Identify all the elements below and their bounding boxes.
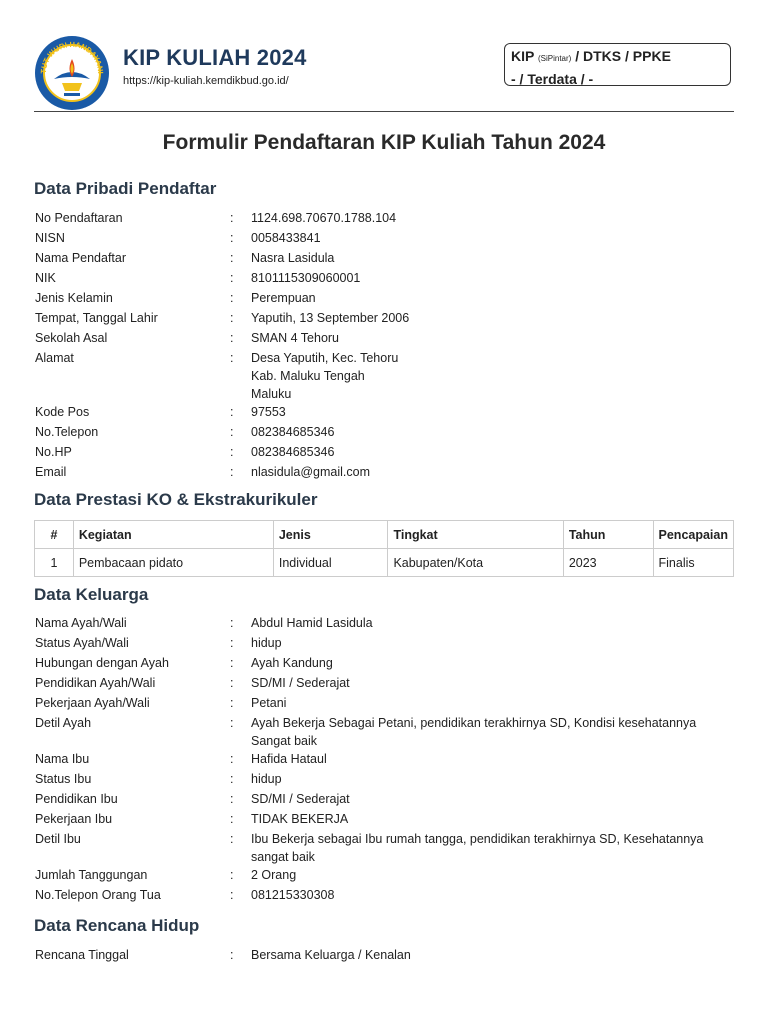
field-label: No.Telepon	[35, 425, 99, 439]
status-line-1: KIP (SiPintar) / DTKS / PPKE	[511, 48, 671, 64]
field-separator: :	[230, 832, 234, 846]
field-label: Kode Pos	[35, 405, 90, 419]
detail-row	[35, 349, 735, 403]
field-separator: :	[230, 752, 234, 766]
table-cell: 2023	[563, 549, 653, 577]
detail-row	[35, 443, 735, 463]
field-label: Pendidikan Ibu	[35, 792, 118, 806]
field-label: Rencana Tinggal	[35, 948, 129, 962]
detail-row	[35, 886, 735, 906]
field-label: Jenis Kelamin	[35, 291, 113, 305]
field-label: Status Ayah/Wali	[35, 636, 129, 650]
section-title-keluarga: Data Keluarga	[34, 585, 149, 604]
table-row	[35, 549, 734, 577]
detail-row	[35, 229, 735, 249]
field-label: Jumlah Tanggungan	[35, 868, 148, 882]
detail-row	[35, 810, 735, 830]
field-value: Nasra Lasidula	[251, 251, 335, 265]
field-value: 082384685346	[251, 425, 335, 439]
registration-status-box	[504, 43, 731, 86]
field-separator: :	[230, 792, 234, 806]
field-separator: :	[230, 425, 234, 439]
field-separator: :	[230, 331, 234, 345]
field-label: Pekerjaan Ayah/Wali	[35, 696, 150, 710]
field-value: SMAN 4 Tehoru	[251, 331, 340, 345]
detail-row	[35, 403, 735, 423]
detail-row	[35, 946, 735, 966]
field-value: Ibu Bekerja sebagai Ibu rumah tangga, pendidikan terakhirnya SD, Kesehatannya sangat baik	[251, 832, 704, 864]
detail-row	[35, 714, 735, 750]
field-label: Alamat	[35, 351, 74, 365]
field-separator: :	[230, 812, 234, 826]
field-label: No.Telepon Orang Tua	[35, 888, 161, 902]
keluarga-details	[35, 614, 735, 906]
field-value: SD/MI / Sederajat	[251, 676, 350, 690]
field-separator: :	[230, 271, 234, 285]
detail-row	[35, 866, 735, 886]
field-label: No Pendaftaran	[35, 211, 123, 225]
field-value: Bersama Keluarga / Kenalan	[251, 948, 411, 962]
tut-wuri-handayani-logo	[34, 35, 110, 111]
field-separator: :	[230, 445, 234, 459]
column-header: Pencapaian	[653, 521, 733, 549]
field-label: No.HP	[35, 445, 72, 459]
detail-row	[35, 209, 735, 229]
detail-row	[35, 790, 735, 810]
field-label: Email	[35, 465, 67, 479]
field-label: Nama Pendaftar	[35, 251, 127, 265]
field-separator: :	[230, 948, 234, 962]
field-value: Perempuan	[251, 291, 316, 305]
detail-row	[35, 654, 735, 674]
field-separator: :	[230, 772, 234, 786]
table-cell: Pembacaan pidato	[73, 549, 273, 577]
field-value: hidup	[251, 636, 282, 650]
form-title: Formulir Pendaftaran KIP Kuliah Tahun 2024	[162, 131, 606, 154]
field-label: Status Ibu	[35, 772, 92, 786]
status-line-2: - / Terdata / -	[511, 71, 594, 87]
detail-row	[35, 694, 735, 714]
field-label: Hubungan dengan Ayah	[35, 656, 169, 670]
detail-row	[35, 674, 735, 694]
field-separator: :	[230, 716, 234, 730]
detail-row	[35, 249, 735, 269]
section-title-rencana: Data Rencana Hidup	[34, 916, 200, 935]
field-value: 1124.698.70670.1788.104	[251, 211, 397, 225]
field-separator: :	[230, 405, 234, 419]
column-header: #	[35, 521, 74, 549]
field-separator: :	[230, 676, 234, 690]
detail-row	[35, 830, 735, 866]
detail-row	[35, 423, 735, 443]
field-label: Nama Ayah/Wali	[35, 616, 127, 630]
field-value: Desa Yaputih, Kec. Tehoru Kab. Maluku Tengah Maluku	[251, 351, 399, 401]
section-title-prestasi: Data Prestasi KO & Ekstrakurikuler	[34, 490, 318, 509]
pribadi-details	[35, 209, 735, 483]
column-header: Jenis	[273, 521, 388, 549]
field-value: Yaputih, 13 September 2006	[251, 311, 410, 325]
field-value: SD/MI / Sederajat	[251, 792, 350, 806]
field-value: 081215330308	[251, 888, 335, 902]
detail-row	[35, 634, 735, 654]
field-label: Pendidikan Ayah/Wali	[35, 676, 156, 690]
field-value: Ayah Kandung	[251, 656, 333, 670]
svg-text:TUT WURI HANDAYANI: TUT WURI HANDAYANI	[38, 39, 106, 74]
field-label: Detil Ibu	[35, 832, 81, 846]
field-separator: :	[230, 636, 234, 650]
header-divider	[34, 111, 734, 112]
table-cell: Finalis	[653, 549, 733, 577]
field-separator: :	[230, 465, 234, 479]
detail-row	[35, 614, 735, 634]
field-value: Hafida Hataul	[251, 752, 327, 766]
section-title-pribadi: Data Pribadi Pendaftar	[34, 179, 217, 198]
field-value: nlasidula@gmail.com	[251, 465, 370, 479]
field-value: Ayah Bekerja Sebagai Petani, pendidikan terakhirnya SD, Kondisi kesehatannya Sangat baik	[251, 716, 697, 748]
field-separator: :	[230, 211, 234, 225]
header	[34, 33, 734, 111]
field-separator: :	[230, 311, 234, 325]
prestasi-table	[34, 520, 734, 577]
field-value: hidup	[251, 772, 282, 786]
field-value: 082384685346	[251, 445, 335, 459]
field-separator: :	[230, 656, 234, 670]
field-value: Petani	[251, 696, 287, 710]
detail-row	[35, 750, 735, 770]
field-separator: :	[230, 251, 234, 265]
detail-row	[35, 463, 735, 483]
field-value: TIDAK BEKERJA	[251, 812, 349, 826]
field-separator: :	[230, 231, 234, 245]
field-separator: :	[230, 291, 234, 305]
field-separator: :	[230, 351, 234, 365]
table-header-row	[35, 521, 734, 549]
detail-row	[35, 770, 735, 790]
detail-row	[35, 309, 735, 329]
detail-row	[35, 329, 735, 349]
field-label: Pekerjaan Ibu	[35, 812, 113, 826]
table-cell: Individual	[273, 549, 388, 577]
field-label: NIK	[35, 271, 56, 285]
detail-row	[35, 269, 735, 289]
field-label: Tempat, Tanggal Lahir	[35, 311, 158, 325]
field-separator: :	[230, 616, 234, 630]
column-header: Kegiatan	[73, 521, 273, 549]
field-separator: :	[230, 696, 234, 710]
table-cell: 1	[35, 549, 74, 577]
detail-row	[35, 289, 735, 309]
brand-url[interactable]: https://kip-kuliah.kemdikbud.go.id/	[123, 75, 289, 87]
field-value: 0058433841	[251, 231, 321, 245]
field-label: Nama Ibu	[35, 752, 90, 766]
field-value: 97553	[251, 405, 286, 419]
column-header: Tingkat	[388, 521, 563, 549]
field-label: Detil Ayah	[35, 716, 92, 730]
field-value: 2 Orang	[251, 868, 297, 882]
rencana-details	[35, 946, 735, 966]
field-separator: :	[230, 868, 234, 882]
field-value: Abdul Hamid Lasidula	[251, 616, 373, 630]
field-label: Sekolah Asal	[35, 331, 108, 345]
column-header: Tahun	[563, 521, 653, 549]
field-value: 8101115309060001	[251, 271, 361, 285]
field-separator: :	[230, 888, 234, 902]
brand-title: KIP KULIAH 2024	[123, 45, 307, 70]
table-cell: Kabupaten/Kota	[388, 549, 563, 577]
field-label: NISN	[35, 231, 65, 245]
